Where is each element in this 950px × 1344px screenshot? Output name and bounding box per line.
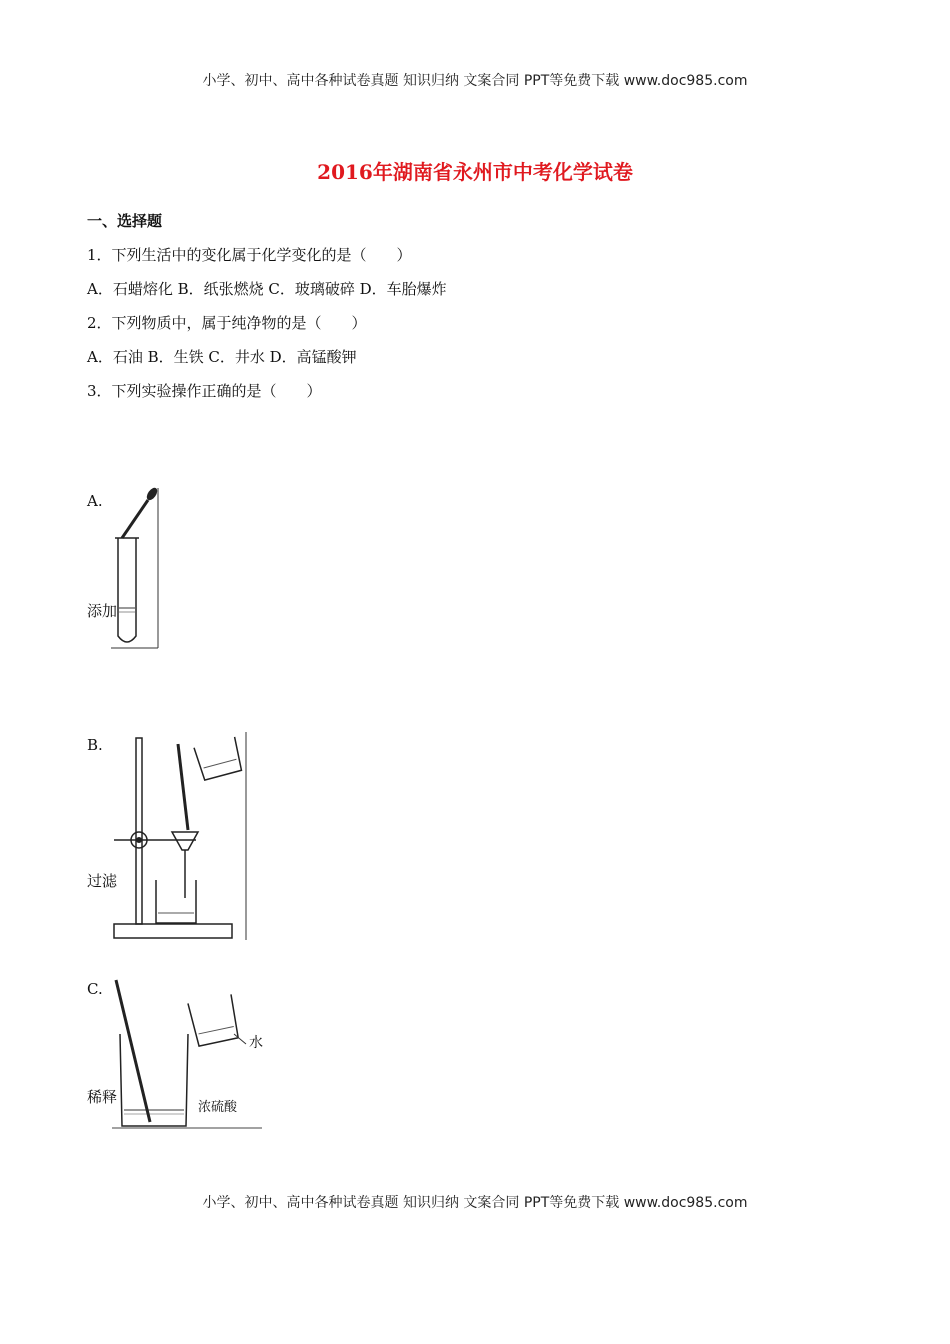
figure-a-dropper-test-tube [108, 486, 162, 650]
question-1-stem: 1．下列生活中的变化属于化学变化的是（ ） [87, 246, 412, 264]
question-1-options: A．石蜡熔化 B．纸张燃烧 C．玻璃破碎 D．车胎爆炸 [87, 280, 447, 298]
question-2-stem: 2．下列物质中，属于纯净物的是（ ） [87, 314, 367, 332]
option-a-caption: 添加 [87, 602, 118, 620]
figure-c-dilution [108, 972, 266, 1132]
question-3-stem: 3．下列实验操作正确的是（ ） [87, 382, 322, 400]
label-water: 水 [249, 1035, 263, 1051]
option-b-letter: B. [87, 736, 103, 754]
option-a-letter: A. [87, 492, 103, 510]
section-heading: 一、选择题 [87, 212, 163, 230]
figure-b-filtration [108, 730, 250, 942]
page-title: 2016年湖南省永州市中考化学试卷 [317, 160, 633, 184]
option-c-letter: C. [87, 980, 103, 998]
page-footer: 小学、初中、高中各种试卷真题 知识归纳 文案合同 PPT等免费下载 www.doc985.com [202, 1195, 748, 1211]
question-2-options: A．石油 B．生铁 C．井水 D．高锰酸钾 [87, 348, 357, 366]
label-concentrated-acid: 浓硫酸 [198, 1100, 238, 1115]
option-c-caption: 稀释 [87, 1088, 118, 1106]
option-b-caption: 过滤 [87, 872, 118, 890]
page-header: 小学、初中、高中各种试卷真题 知识归纳 文案合同 PPT等免费下载 www.doc985.com [202, 73, 748, 89]
